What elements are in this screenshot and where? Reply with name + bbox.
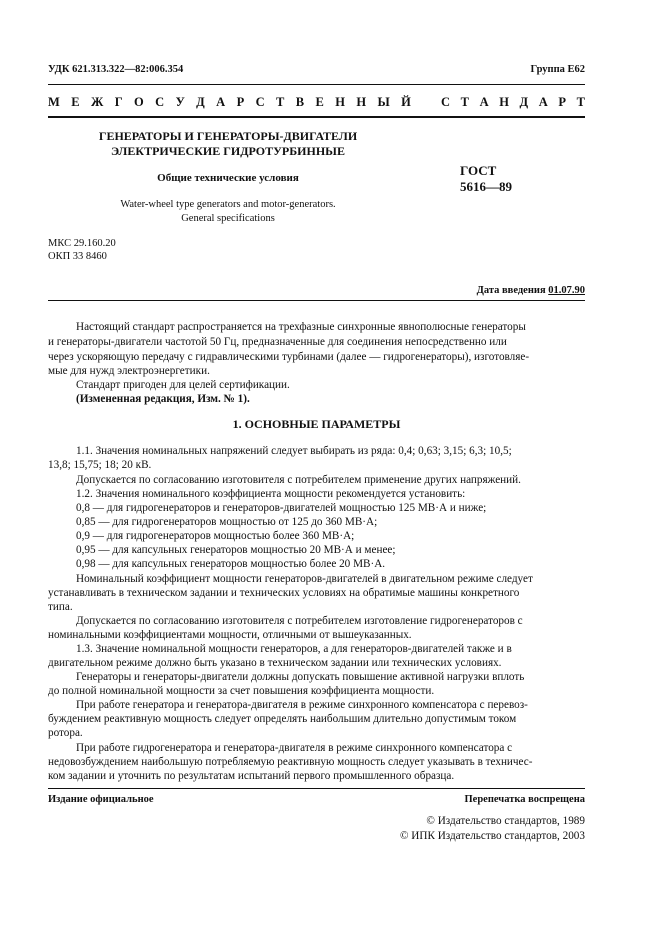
doc-title-line2: ЭЛЕКТРИЧЕСКИЕ ГИДРОТУРБИННЫЕ (111, 144, 345, 158)
overexcitation-line-2: буждением реактивную мощность следует определять наибольшим длительно допустимым током (48, 713, 517, 725)
banner-interstate-letter: Н (335, 94, 345, 109)
underexcitation-line-2: недовозбуждением наибольшую потребляемую реактивную мощность следует указывать в техничес- (48, 756, 533, 768)
banner-interstate-letter: О (134, 94, 144, 109)
copyright-2003: © ИПК Издательство стандартов, 2003 (399, 830, 585, 842)
official-edition: Издание официальное (48, 794, 154, 805)
gost-label: ГОСТ (460, 163, 497, 178)
banner-interstate-letter: Ж (90, 94, 104, 109)
intro-line-4: мые для нужд электроэнергетики. (48, 365, 210, 377)
banner-interstate-letter: Ы (377, 94, 390, 109)
section-heading: 1. ОСНОВНЫЕ ПАРАМЕТРЫ (232, 417, 401, 431)
allowance-line-1: Допускается по согласованию изготовителя с потребителем изготовление гидрогенераторов с (76, 615, 523, 627)
power-factor-item-1: 0,8 — для гидрогенераторов и генераторов-двигателей мощностью 125 МВ·А и ниже; (76, 502, 487, 514)
certification-note: Стандарт пригоден для целей сертификации. (76, 379, 290, 391)
okp-code: ОКП 33 8460 (48, 251, 107, 262)
clause-1-1-line-2: 13,8; 15,75; 18; 20 кВ. (48, 459, 152, 471)
motor-mode-line-1: Номинальный коэффициент мощности генераторов-двигателей в двигательном режиме следует (76, 573, 533, 585)
banner-word-standard (441, 95, 585, 110)
intro-date (477, 285, 585, 296)
reprint-prohibited: Перепечатка воспрещена (464, 794, 585, 805)
power-factor-item-4: 0,95 — для капсульных генераторов мощностью 20 МВ·А и менее; (76, 544, 396, 556)
banner-interstate-letter: М (48, 94, 60, 109)
motor-mode-line-3: типа. (48, 601, 73, 613)
power-factor-item-3: 0,9 — для гидрогенераторов мощностью более 360 МВ·А; (76, 530, 355, 542)
banner-interstate-letter: А (216, 94, 226, 109)
doc-title-line1: ГЕНЕРАТОРЫ И ГЕНЕРАТОРЫ-ДВИГАТЕЛИ (98, 129, 358, 143)
overexcitation-line-3: ротора. (48, 727, 83, 739)
banner-interstate-letter: Р (236, 94, 245, 109)
footer-rule (48, 788, 585, 789)
english-title-line1: Water-wheel type generators and motor-generators. (120, 199, 336, 210)
banner-standard-letter: Д (519, 94, 529, 109)
overexcitation-line-1: При работе генератора и генератора-двигателя в режиме синхронного компенсатора с перевоз- (76, 699, 528, 711)
allowance-line-2: номинальными коэффициентами мощности, отличными от вышеуказанных. (48, 629, 412, 641)
standard-banner (48, 92, 585, 112)
banner-interstate-letter: Й (401, 94, 411, 109)
amendment-note: (Измененная редакция, Изм. № 1). (76, 393, 250, 405)
intro-rule (48, 300, 585, 301)
power-factor-item-5: 0,98 — для капсульных генераторов мощностью более 20 МВ·А. (76, 558, 386, 570)
banner-interstate-letter: Н (356, 94, 367, 109)
banner-interstate-letter: С (155, 94, 165, 109)
banner-standard-letter: А (479, 94, 489, 109)
banner-standard-letter: Р (558, 94, 566, 109)
banner-standard-letter: Т (460, 94, 469, 109)
group-code: Группа Е62 (530, 64, 585, 75)
udk-code: УДК 621.313.322—82:006.354 (48, 64, 184, 75)
mks-code: МКС 29.160.20 (48, 238, 116, 249)
banner-word-interstate (48, 95, 411, 110)
top-rule-thick (48, 116, 585, 118)
intro-line-1: Настоящий стандарт распространяется на трехфазные синхронные явнополюсные генераторы (76, 321, 526, 333)
intro-date-value: 01.07.90 (548, 285, 585, 296)
doc-subtitle: Общие технические условия (157, 172, 299, 184)
clause-1-1-line-1: 1.1. Значения номинальных напряжений следует выбирать из ряда: 0,4; 0,63; 3,15; 6,3; 10,5; (76, 445, 512, 457)
motor-mode-line-2: устанавливать в техническом задании и технических условиях на обратимые машины конкретного (48, 587, 520, 599)
clause-1-1-other-voltages: Допускается по согласованию изготовителя с потребителем применение других напряжений. (76, 474, 521, 486)
banner-interstate-letter: Е (71, 94, 80, 109)
banner-interstate-letter: Т (276, 94, 285, 109)
intro-line-2: и генераторы-двигатели частотой 50 Гц, предназначенные для соединения непосредственно или (48, 336, 507, 348)
clause-1-2: 1.2. Значения номинального коэффициента мощности рекомендуется установить: (76, 488, 466, 500)
power-factor-item-2: 0,85 — для гидрогенераторов мощностью от 125 до 360 МВ·А; (76, 516, 378, 528)
banner-interstate-letter: Д (196, 94, 205, 109)
active-load-line-1: Генераторы и генераторы-двигатели должны допускать повышение активной нагрузки вплоть (76, 671, 525, 683)
banner-standard-letter: Т (576, 94, 585, 109)
banner-standard-letter: С (441, 94, 451, 109)
intro-date-label: Дата введения (476, 285, 546, 296)
clause-1-3-line-2: двигательном режиме должно быть указано в техническом задании или технических условиях. (48, 657, 502, 669)
banner-interstate-letter: У (175, 94, 185, 109)
banner-interstate-letter: В (295, 94, 305, 109)
active-load-line-2: до полной номинальной мощности за счет повышения коэффициента мощности. (48, 685, 435, 697)
english-title-line2: General specifications (181, 213, 275, 224)
banner-standard-letter: Н (499, 94, 509, 109)
banner-standard-letter: А (538, 94, 548, 109)
banner-interstate-letter: Е (315, 94, 324, 109)
top-rule-thin (48, 84, 585, 85)
banner-interstate-letter: Г (114, 94, 123, 109)
underexcitation-line-1: При работе гидрогенератора и генератора-двигателя в режиме синхронного компенсатора с (76, 742, 513, 754)
underexcitation-line-3: ком задании и уточнить по результатам испытаний первого промышленного образца. (48, 770, 455, 782)
gost-number: 5616—89 (460, 179, 512, 194)
clause-1-3-line-1: 1.3. Значение номинальной мощности генераторов, а для генераторов-двигателей также и в (76, 643, 512, 655)
banner-interstate-letter: С (255, 94, 265, 109)
intro-line-3: через ускоряющую передачу с гидравлическими турбинами (далее — гидрогенераторы), изготовляе- (48, 351, 530, 363)
copyright-1989: © Издательство стандартов, 1989 (426, 815, 585, 827)
